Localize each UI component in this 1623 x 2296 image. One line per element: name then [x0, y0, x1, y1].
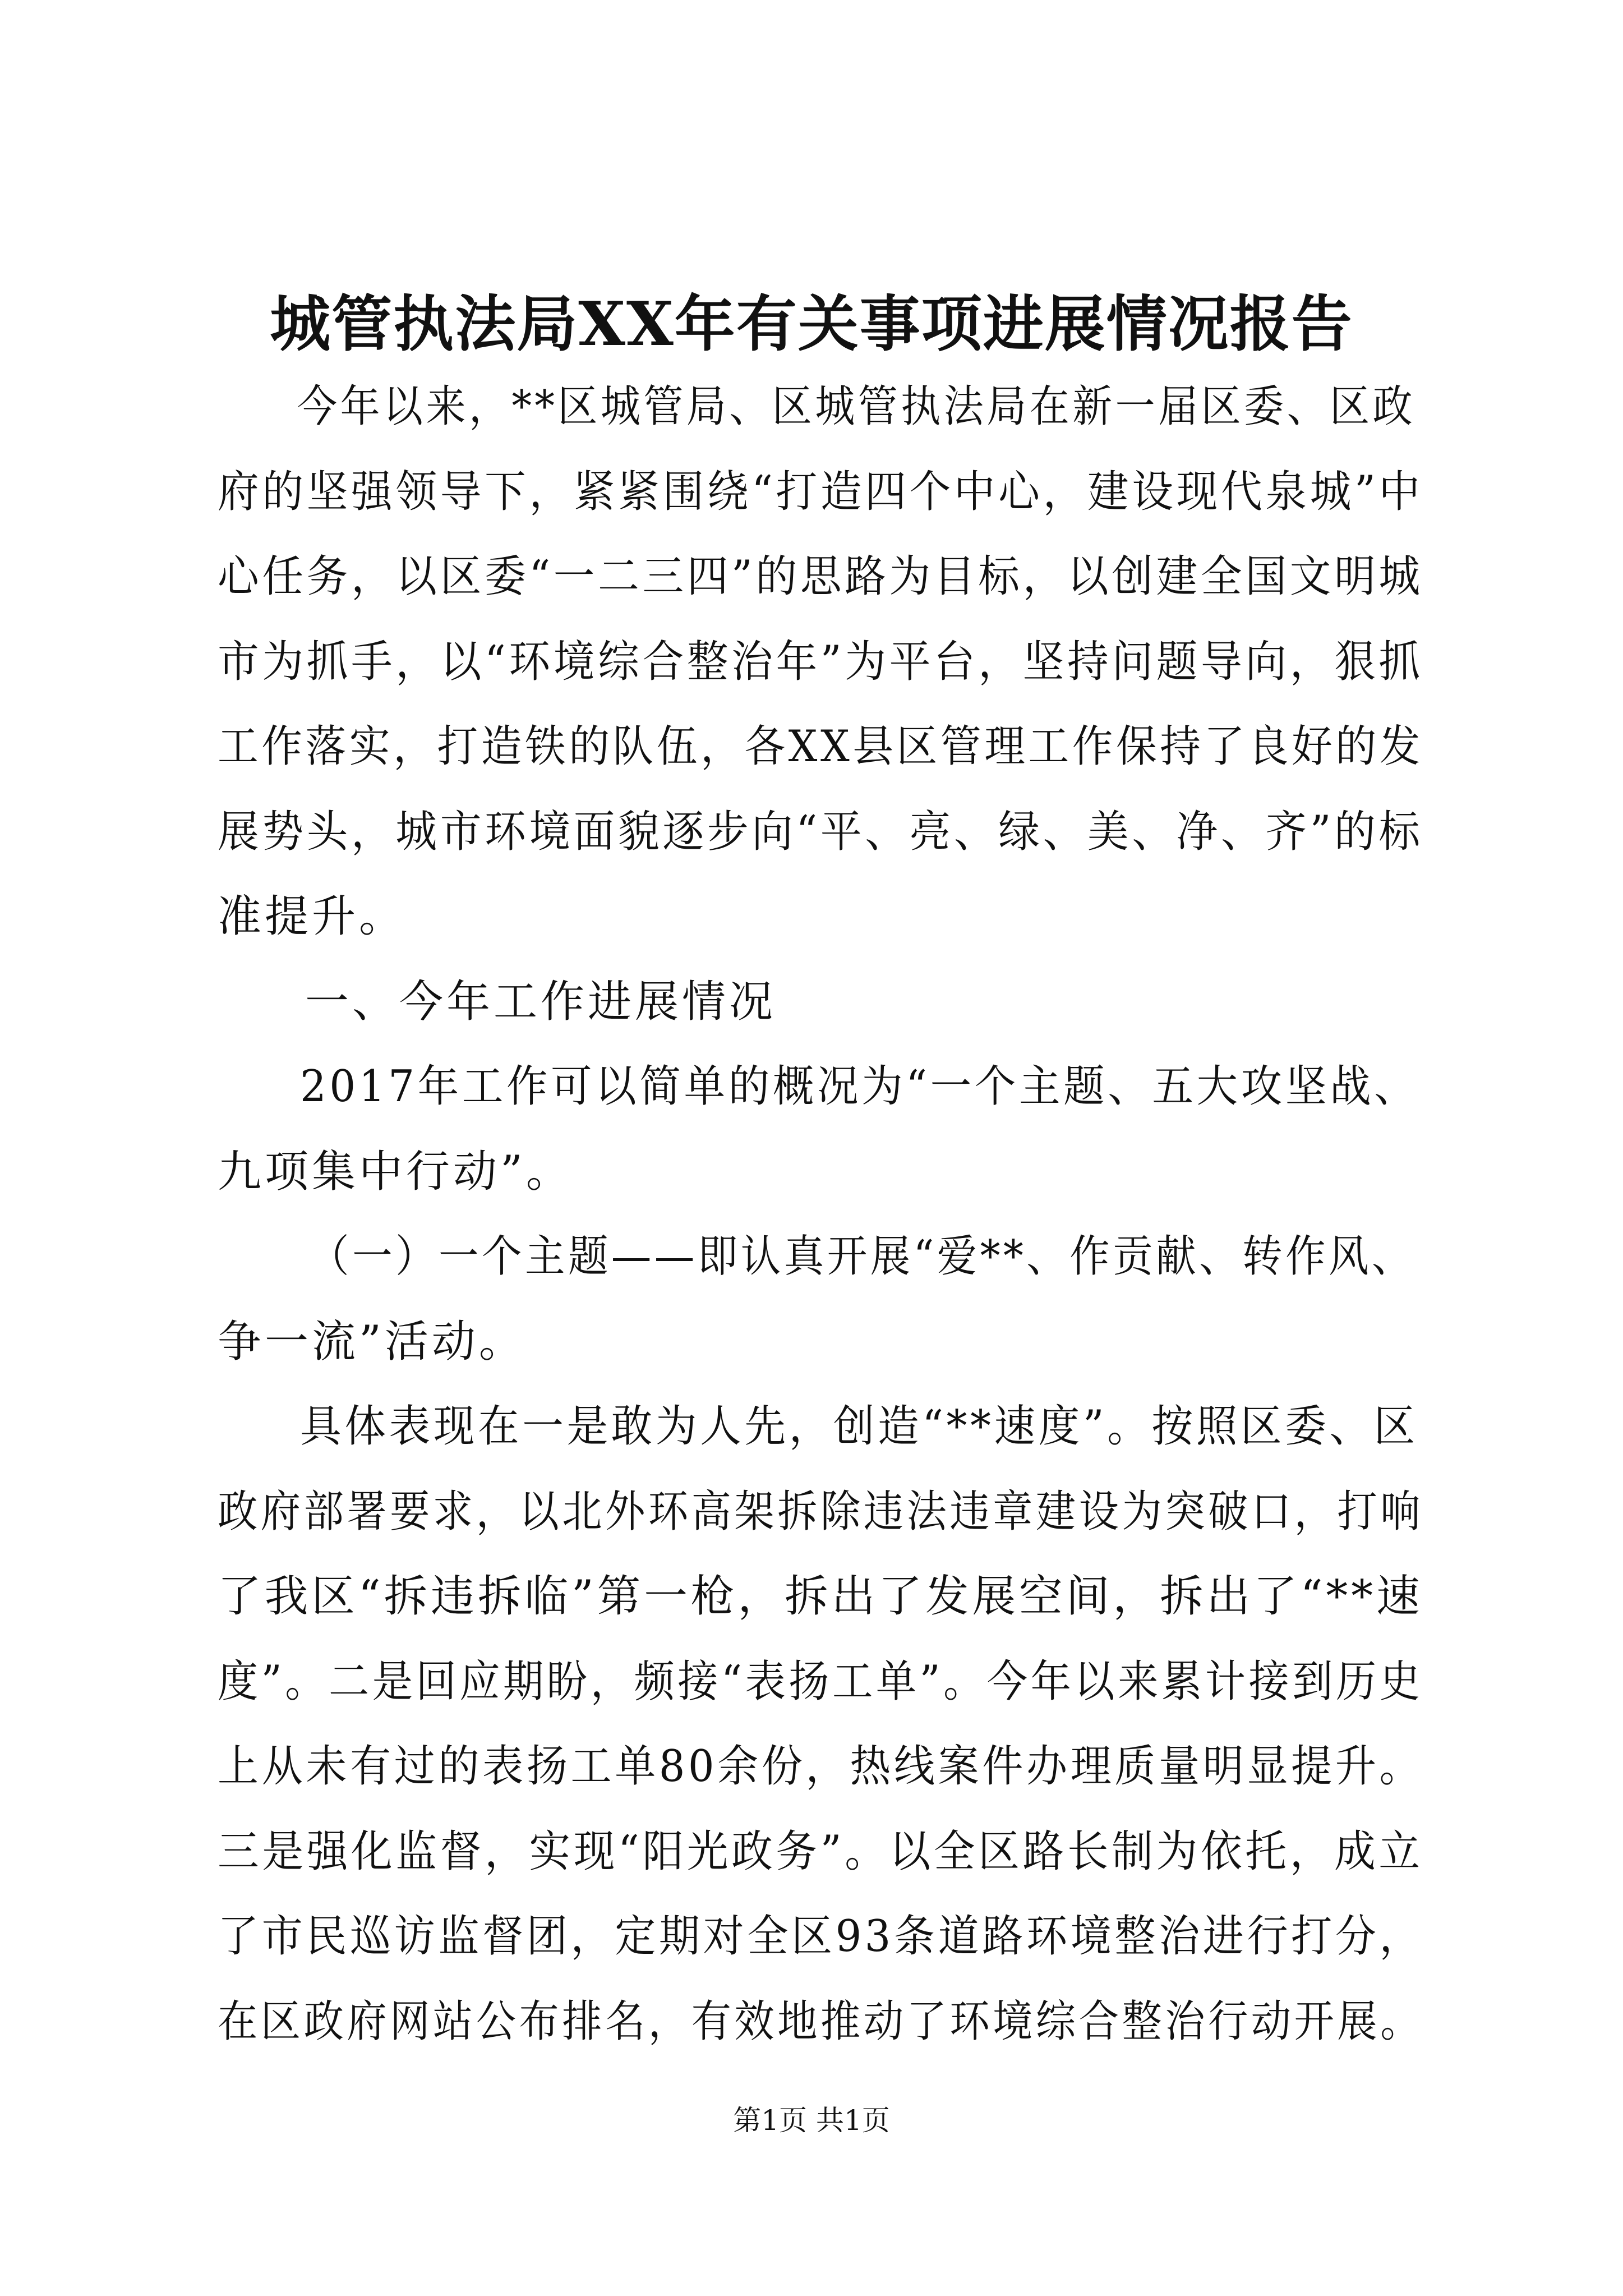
text-line: 度”。二是回应期盼，频接“表扬工单”。今年以来累计接到历史 [218, 1656, 1423, 1707]
text-line: 了市民巡访监督团，定期对全区93条道路环境整治进行打分， [218, 1911, 1424, 1962]
text-line: 九项集中行动”。 [218, 1146, 573, 1197]
text-line: 2017年工作可以简单的概况为“一个主题、五大攻坚战、 [300, 1061, 1419, 1112]
section-heading: 一、今年工作进展情况 [305, 976, 777, 1027]
text-line: 展势头，城市环境面貌逐步向“平、亮、绿、美、净、齐”的标 [218, 806, 1423, 857]
text-line: 在区政府网站公布排名，有效地推动了环境综合整治行动开展。 [218, 1996, 1424, 2047]
text-line: 市为抓手，以“环境综合整治年”为平台，坚持问题导向，狠抓 [218, 636, 1423, 687]
text-line: 了我区“拆违拆临”第一枪，拆出了发展空间，拆出了“**速 [218, 1571, 1423, 1622]
text-line: 心任务，以区委“一二三四”的思路为目标，以创建全国文明城 [218, 551, 1423, 602]
text-line: 具体表现在一是敢为人先，创造“**速度”。按照区委、区 [300, 1401, 1418, 1452]
text-line: 政府部署要求，以北外环高架拆除违法违章建设为突破口，打响 [218, 1486, 1424, 1537]
text-line: 上从未有过的表扬工单80余份，热线案件办理质量明显提升。 [218, 1741, 1424, 1792]
text-line: 工作落实，打造铁的队伍，各XX县区管理工作保持了良好的发 [218, 721, 1424, 772]
text-line: 府的坚强领导下，紧紧围绕“打造四个中心，建设现代泉城”中 [218, 466, 1423, 517]
text-line: 今年以来，**区城管局、区城管执法局在新一届区委、区政 [297, 381, 1416, 432]
text-line: 争一流”活动。 [218, 1316, 526, 1367]
text-line: 三是强化监督，实现“阳光政务”。以全区路长制为依托，成立 [218, 1826, 1423, 1877]
text-line: 准提升。 [218, 891, 407, 942]
page-footer: 第1页 共1页 [733, 2104, 890, 2137]
document-body [218, 365, 1423, 2064]
subsection-heading: （一）一个主题——即认真开展“爱**、作贡献、转作风、 [309, 1231, 1415, 1282]
document-title: 城管执法局XX年有关事项进展情况报告 [270, 289, 1353, 360]
